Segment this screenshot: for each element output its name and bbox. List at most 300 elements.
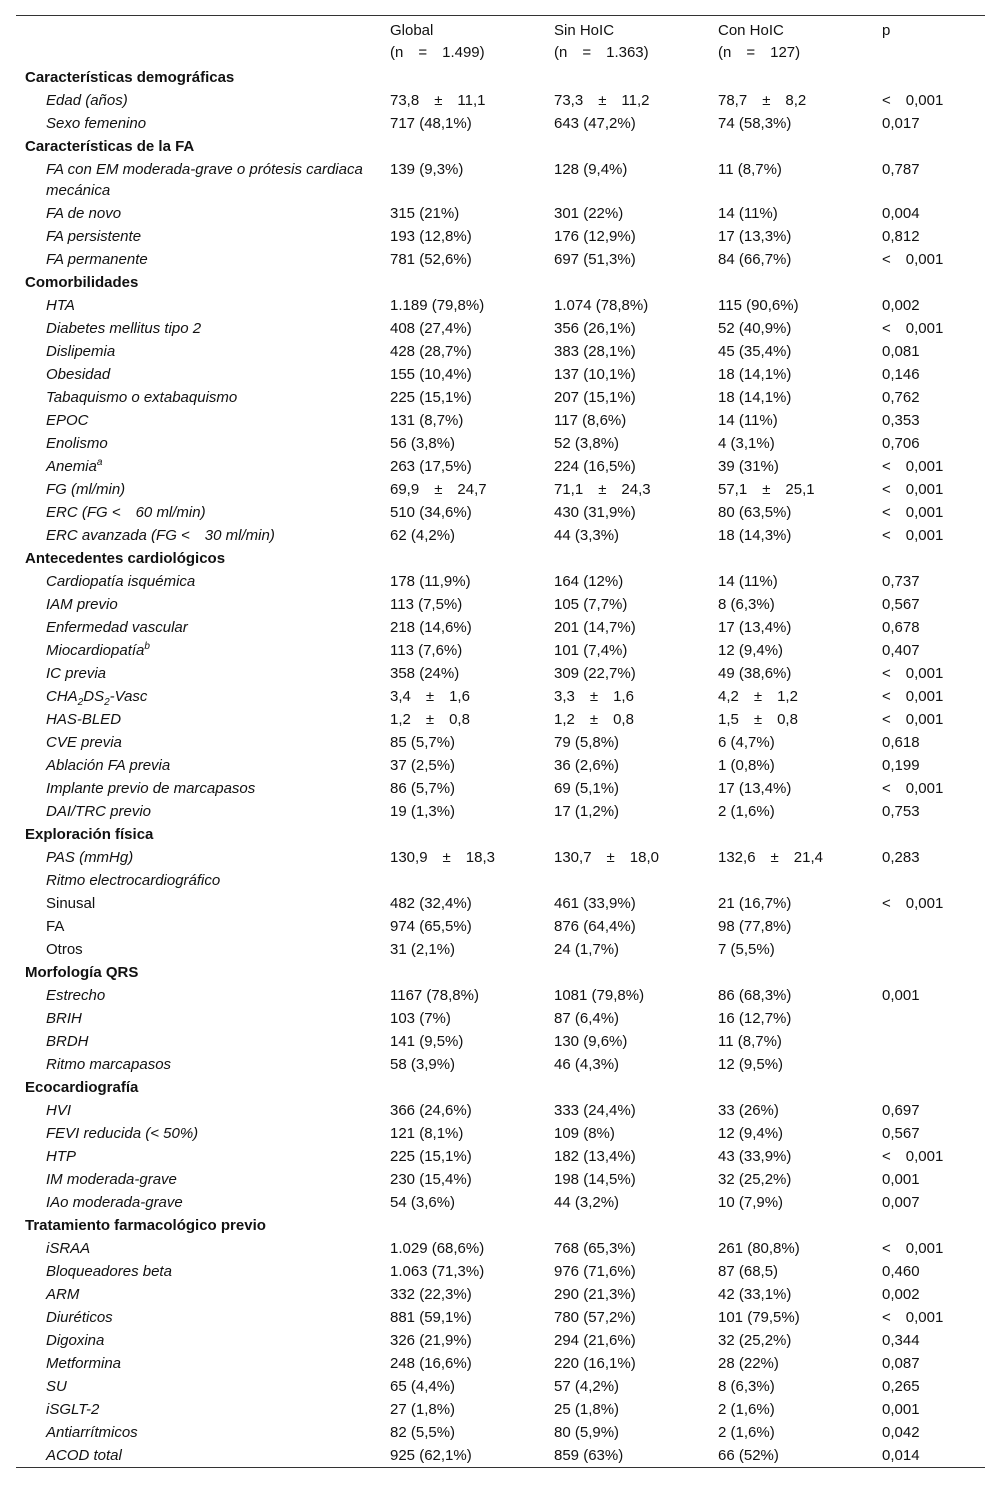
value-global: 103 (7%): [390, 1010, 451, 1027]
row-label-text: BRDH: [46, 1033, 89, 1050]
p-value: 0,812: [882, 228, 920, 245]
header-global: [390, 16, 554, 66]
value-global: 315 (21%): [390, 205, 460, 222]
value-global: [390, 869, 554, 892]
value-con-hoic: 12 (9,4%): [718, 1125, 784, 1142]
p-value: < 0,001: [882, 780, 944, 797]
row-label: [16, 1260, 390, 1283]
table-row: [16, 202, 985, 225]
value-sin-hoic: 294 (21,6%): [554, 1332, 636, 1349]
cha-part: DS: [83, 688, 105, 705]
value-global: 82 (5,5%): [390, 1424, 456, 1441]
row-label: [16, 1444, 390, 1467]
p-value: 0,407: [882, 642, 920, 659]
p-value: 0,199: [882, 757, 920, 774]
p-value: < 0,001: [882, 527, 944, 544]
row-label-text: ERC avanzada (FG < 30 ml/min): [46, 527, 275, 544]
row-label: [16, 685, 390, 708]
value-con-hoic: 86 (68,3%): [718, 987, 792, 1004]
row-label-text: Cardiopatía isquémica: [46, 573, 196, 590]
value-sin-hoic: 109 (8%): [554, 1125, 615, 1142]
value-global: 248 (16,6%): [390, 1355, 472, 1372]
table-row: [16, 846, 985, 869]
p-value: < 0,001: [882, 688, 944, 705]
value-global: 1.189 (79,8%): [390, 297, 485, 314]
value-global: 131 (8,7%): [390, 412, 464, 429]
value-sin-hoic: 461 (33,9%): [554, 895, 636, 912]
cha-part: 2: [77, 697, 84, 708]
p-value: [882, 938, 985, 961]
row-label-text: Otros: [46, 941, 83, 958]
row-label: [16, 1237, 390, 1260]
table-row: [16, 685, 985, 708]
p-value: 0,344: [882, 1332, 920, 1349]
section-row: [16, 1076, 985, 1099]
table-row: [16, 1168, 985, 1191]
table-row: [16, 708, 985, 731]
row-label-text: Ablación FA previa: [46, 757, 171, 774]
value-sin-hoic: 309 (22,7%): [554, 665, 636, 682]
value-con-hoic: 98 (77,8%): [718, 918, 792, 935]
row-label: [16, 1053, 390, 1076]
value-con-hoic: 4,2 ± 1,2: [718, 688, 798, 705]
value-sin-hoic: 44 (3,3%): [554, 527, 620, 544]
table-row: [16, 1099, 985, 1122]
value-sin-hoic: [554, 869, 718, 892]
row-label: [16, 570, 390, 593]
header-global-name: Global: [390, 22, 434, 39]
row-label-text: FEVI reducida (< 50%): [46, 1125, 199, 1142]
table-row: [16, 363, 985, 386]
row-label-text: Ritmo marcapasos: [46, 1056, 172, 1073]
value-con-hoic: 12 (9,5%): [718, 1056, 784, 1073]
p-value: < 0,001: [882, 1309, 944, 1326]
value-global: 510 (34,6%): [390, 504, 472, 521]
row-label: [16, 1191, 390, 1214]
value-global: 31 (2,1%): [390, 941, 456, 958]
header-p: p: [882, 22, 891, 39]
value-con-hoic: 6 (4,7%): [718, 734, 775, 751]
table-row: [16, 1145, 985, 1168]
row-label-text: HTP: [46, 1148, 76, 1165]
table-row: [16, 1306, 985, 1329]
value-con-hoic: 261 (80,8%): [718, 1240, 800, 1257]
table-row: [16, 455, 985, 478]
row-label: [16, 754, 390, 777]
row-label: [16, 1145, 390, 1168]
value-global: 263 (17,5%): [390, 458, 472, 475]
p-value: 0,007: [882, 1194, 920, 1211]
value-con-hoic: 132,6 ± 21,4: [718, 849, 823, 866]
table-row: [16, 317, 985, 340]
row-label-text: PAS (mmHg): [46, 849, 134, 866]
table-row: [16, 386, 985, 409]
table-row: [16, 478, 985, 501]
value-global: 781 (52,6%): [390, 251, 472, 268]
p-value: 0,001: [882, 987, 920, 1004]
row-label: [16, 409, 390, 432]
value-con-hoic: 84 (66,7%): [718, 251, 792, 268]
section-title: Morfología QRS: [25, 964, 139, 981]
p-value: [882, 915, 985, 938]
header-row: [16, 16, 985, 66]
value-sin-hoic: 25 (1,8%): [554, 1401, 620, 1418]
value-global: 1167 (78,8%): [390, 987, 479, 1004]
row-label: [16, 1168, 390, 1191]
value-sin-hoic: 46 (4,3%): [554, 1056, 620, 1073]
row-label: [16, 1007, 390, 1030]
table-row: [16, 1053, 985, 1076]
p-value: 0,567: [882, 1125, 920, 1142]
section-title: Ecocardiografía: [25, 1079, 139, 1096]
row-label: [16, 294, 390, 317]
value-sin-hoic: 859 (63%): [554, 1447, 624, 1464]
row-label: [16, 1375, 390, 1398]
value-sin-hoic: 1.074 (78,8%): [554, 297, 649, 314]
value-sin-hoic: 44 (3,2%): [554, 1194, 620, 1211]
value-global: 881 (59,1%): [390, 1309, 472, 1326]
row-label: [16, 1030, 390, 1053]
row-label: [16, 501, 390, 524]
cha-part: CHA: [46, 688, 78, 705]
value-sin-hoic: 697 (51,3%): [554, 251, 636, 268]
p-value: 0,787: [882, 161, 920, 178]
value-con-hoic: 74 (58,3%): [718, 115, 792, 132]
value-sin-hoic: 36 (2,6%): [554, 757, 620, 774]
row-label-text: FA de novo: [46, 205, 122, 222]
row-label: [16, 1306, 390, 1329]
row-label-text: ACOD total: [46, 1447, 122, 1464]
section-title: Exploración física: [25, 826, 154, 843]
table-row: [16, 1283, 985, 1306]
value-con-hoic: 7 (5,5%): [718, 941, 775, 958]
value-global: 332 (22,3%): [390, 1286, 472, 1303]
value-global: 225 (15,1%): [390, 1148, 472, 1165]
value-global: 358 (24%): [390, 665, 460, 682]
table-row: [16, 1191, 985, 1214]
row-label: [16, 1099, 390, 1122]
table-row: [16, 1030, 985, 1053]
p-value: 0,017: [882, 115, 920, 132]
row-label-text: IC previa: [46, 665, 107, 682]
table-row: [16, 158, 985, 202]
section-row: [16, 271, 985, 294]
row-label-text: EPOC: [46, 412, 89, 429]
row-label-text: Anemia: [46, 458, 97, 475]
row-label: [16, 225, 390, 248]
value-global: 65 (4,4%): [390, 1378, 456, 1395]
p-value: [882, 1007, 985, 1030]
row-label: [16, 386, 390, 409]
value-global: 1.063 (71,3%): [390, 1263, 485, 1280]
value-global: 1.029 (68,6%): [390, 1240, 485, 1257]
value-global: 230 (15,4%): [390, 1171, 472, 1188]
value-con-hoic: 57,1 ± 25,1: [718, 481, 815, 498]
p-value: < 0,001: [882, 504, 944, 521]
value-con-hoic: 33 (26%): [718, 1102, 779, 1119]
row-label-text: FA: [46, 918, 65, 935]
value-global: 366 (24,6%): [390, 1102, 472, 1119]
row-label: [16, 363, 390, 386]
p-value: 0,567: [882, 596, 920, 613]
value-global: 56 (3,8%): [390, 435, 456, 452]
p-value: < 0,001: [882, 458, 944, 475]
value-global: 130,9 ± 18,3: [390, 849, 495, 866]
table-row: [16, 1329, 985, 1352]
value-con-hoic: 2 (1,6%): [718, 1424, 775, 1441]
section-title: Características de la FA: [25, 138, 195, 155]
value-sin-hoic: 130 (9,6%): [554, 1033, 628, 1050]
table-row: [16, 984, 985, 1007]
row-label-text: Enfermedad vascular: [46, 619, 188, 636]
value-con-hoic: 12 (9,4%): [718, 642, 784, 659]
value-sin-hoic: 176 (12,9%): [554, 228, 636, 245]
p-value: 0,460: [882, 1263, 920, 1280]
value-con-hoic: 18 (14,1%): [718, 366, 792, 383]
p-value: 0,283: [882, 849, 920, 866]
table-row: [16, 524, 985, 547]
value-global: 1,2 ± 0,8: [390, 711, 470, 728]
value-sin-hoic: 69 (5,1%): [554, 780, 620, 797]
value-sin-hoic: 220 (16,1%): [554, 1355, 636, 1372]
value-con-hoic: 1 (0,8%): [718, 757, 775, 774]
value-sin-hoic: 1081 (79,8%): [554, 987, 645, 1004]
value-sin-hoic: 164 (12%): [554, 573, 624, 590]
value-sin-hoic: 976 (71,6%): [554, 1263, 636, 1280]
section-title: Antecedentes cardiológicos: [25, 550, 226, 567]
section-row: [16, 961, 985, 984]
row-label-text: Diabetes mellitus tipo 2: [46, 320, 202, 337]
row-label-text: Enolismo: [46, 435, 108, 452]
row-label-text: SU: [46, 1378, 67, 1395]
row-label: [16, 639, 390, 662]
row-label: [16, 800, 390, 823]
table-container: [16, 15, 985, 1468]
value-sin-hoic: 643 (47,2%): [554, 115, 636, 132]
value-sin-hoic: 224 (16,5%): [554, 458, 636, 475]
row-label-text: FA persistente: [46, 228, 142, 245]
value-sin-hoic: 198 (14,5%): [554, 1171, 636, 1188]
value-con-hoic: 10 (7,9%): [718, 1194, 784, 1211]
table-row: [16, 1421, 985, 1444]
row-label: [16, 892, 390, 915]
value-con-hoic: 18 (14,1%): [718, 389, 792, 406]
value-con-hoic: 14 (11%): [718, 205, 778, 222]
p-value: 0,002: [882, 1286, 920, 1303]
row-label: [16, 616, 390, 639]
row-label-text: CVE previa: [46, 734, 122, 751]
value-con-hoic: 17 (13,3%): [718, 228, 792, 245]
value-sin-hoic: 207 (15,1%): [554, 389, 636, 406]
value-con-hoic: 18 (14,3%): [718, 527, 792, 544]
section-title: Tratamiento farmacológico previo: [25, 1217, 266, 1234]
row-label-text: BRIH: [46, 1010, 82, 1027]
row-label-text: Obesidad: [46, 366, 111, 383]
header-sin: [554, 16, 718, 66]
footnote-marker: b: [144, 641, 150, 652]
row-label: [16, 846, 390, 869]
row-label: [16, 1421, 390, 1444]
table-row: [16, 112, 985, 135]
p-value: 0,737: [882, 573, 920, 590]
value-con-hoic: 42 (33,1%): [718, 1286, 792, 1303]
value-global: 139 (9,3%): [390, 161, 464, 178]
p-value: 0,004: [882, 205, 920, 222]
table-row: [16, 1122, 985, 1145]
row-label-text: FA con EM moderada-grave o prótesis cardiaca mecánica: [46, 161, 363, 199]
row-label-text: HTA: [46, 297, 75, 314]
row-label: [16, 915, 390, 938]
row-label: [16, 340, 390, 363]
value-sin-hoic: 101 (7,4%): [554, 642, 628, 659]
section-title: Comorbilidades: [25, 274, 139, 291]
header-con: [718, 16, 882, 66]
row-label-text: ERC (FG < 60 ml/min): [46, 504, 206, 521]
value-global: 482 (32,4%): [390, 895, 472, 912]
section-title: Características demográficas: [25, 69, 235, 86]
value-global: 19 (1,3%): [390, 803, 456, 820]
value-con-hoic: 21 (16,7%): [718, 895, 792, 912]
value-sin-hoic: 80 (5,9%): [554, 1424, 620, 1441]
row-label-text: Ritmo electrocardiográfico: [46, 872, 221, 889]
row-label-text: Digoxina: [46, 1332, 105, 1349]
value-sin-hoic: 876 (64,4%): [554, 918, 636, 935]
value-global: 428 (28,7%): [390, 343, 472, 360]
row-label: [16, 662, 390, 685]
row-label: [16, 248, 390, 271]
value-global: 141 (9,5%): [390, 1033, 464, 1050]
section-row: [16, 1214, 985, 1237]
row-label-text: iSGLT-2: [46, 1401, 100, 1418]
row-label-text: HAS-BLED: [46, 711, 122, 728]
row-label: [16, 524, 390, 547]
value-global: 155 (10,4%): [390, 366, 472, 383]
header-sin-name: Sin HoIC: [554, 22, 615, 39]
value-sin-hoic: 201 (14,7%): [554, 619, 636, 636]
table-row: [16, 294, 985, 317]
p-value: [882, 869, 985, 892]
p-value: 0,753: [882, 803, 920, 820]
row-label-text: iSRAA: [46, 1240, 91, 1257]
table-row: [16, 938, 985, 961]
value-global: 27 (1,8%): [390, 1401, 456, 1418]
value-global: 3,4 ± 1,6: [390, 688, 470, 705]
row-label: [16, 708, 390, 731]
header-empty: [16, 16, 390, 66]
row-label: [16, 938, 390, 961]
row-label-text: Tabaquismo o extabaquismo: [46, 389, 238, 406]
row-label: [16, 1329, 390, 1352]
table-row: [16, 1398, 985, 1421]
table-row: [16, 501, 985, 524]
value-global: 974 (65,5%): [390, 918, 472, 935]
table-row: [16, 639, 985, 662]
row-label-text: IM moderada-grave: [46, 1171, 177, 1188]
p-value: 0,265: [882, 1378, 920, 1395]
table-row: [16, 869, 985, 892]
value-sin-hoic: 1,2 ± 0,8: [554, 711, 634, 728]
value-global: 121 (8,1%): [390, 1125, 464, 1142]
value-sin-hoic: 87 (6,4%): [554, 1010, 620, 1027]
header-con-n: (n = 127): [718, 44, 801, 61]
bottom-rule: [16, 1467, 985, 1468]
row-label: [16, 593, 390, 616]
value-global: 225 (15,1%): [390, 389, 472, 406]
table-row: [16, 432, 985, 455]
row-label-text: Sinusal: [46, 895, 96, 912]
table-row: [16, 89, 985, 112]
value-sin-hoic: 130,7 ± 18,0: [554, 849, 659, 866]
row-label: [16, 89, 390, 112]
row-label: [16, 1283, 390, 1306]
row-label-text: Diuréticos: [46, 1309, 113, 1326]
value-sin-hoic: 117 (8,6%): [554, 412, 627, 429]
value-global: 717 (48,1%): [390, 115, 472, 132]
p-value: 0,001: [882, 1401, 920, 1418]
value-con-hoic: 4 (3,1%): [718, 435, 775, 452]
table-row: [16, 593, 985, 616]
row-label-text: HVI: [46, 1102, 72, 1119]
table-row: [16, 1260, 985, 1283]
p-value: 0,042: [882, 1424, 920, 1441]
value-con-hoic: 17 (13,4%): [718, 780, 792, 797]
value-sin-hoic: 290 (21,3%): [554, 1286, 636, 1303]
row-label-text: IAo moderada-grave: [46, 1194, 183, 1211]
table-row: [16, 225, 985, 248]
row-label-text: Implante previo de marcapasos: [46, 780, 256, 797]
row-label: [16, 317, 390, 340]
row-label: [16, 455, 390, 478]
value-con-hoic: 39 (31%): [718, 458, 779, 475]
row-label-text: Edad (años): [46, 92, 128, 109]
row-label: [16, 112, 390, 135]
value-con-hoic: 43 (33,9%): [718, 1148, 792, 1165]
value-global: 37 (2,5%): [390, 757, 456, 774]
value-sin-hoic: 182 (13,4%): [554, 1148, 636, 1165]
table-row: [16, 915, 985, 938]
value-sin-hoic: 79 (5,8%): [554, 734, 620, 751]
p-value: [882, 1030, 985, 1053]
value-sin-hoic: 3,3 ± 1,6: [554, 688, 634, 705]
row-label: [16, 984, 390, 1007]
value-con-hoic: 45 (35,4%): [718, 343, 792, 360]
value-sin-hoic: 71,1 ± 24,3: [554, 481, 651, 498]
p-value: [882, 1053, 985, 1076]
p-value: < 0,001: [882, 481, 944, 498]
row-label: [16, 777, 390, 800]
value-con-hoic: [718, 869, 882, 892]
row-label: [16, 158, 390, 202]
value-global: 86 (5,7%): [390, 780, 456, 797]
table-row: [16, 800, 985, 823]
cha-part: 2: [104, 697, 110, 708]
value-global: 408 (27,4%): [390, 320, 472, 337]
value-con-hoic: 87 (68,5): [718, 1263, 779, 1280]
value-con-hoic: 2 (1,6%): [718, 1401, 775, 1418]
table-row: [16, 1375, 985, 1398]
row-label-text: Sexo femenino: [46, 115, 147, 132]
p-value: 0,081: [882, 343, 920, 360]
row-label: [16, 1352, 390, 1375]
p-value: 0,001: [882, 1171, 920, 1188]
section-row: [16, 823, 985, 846]
table-row: [16, 662, 985, 685]
p-value: < 0,001: [882, 251, 944, 268]
table-row: [16, 731, 985, 754]
table-row: [16, 616, 985, 639]
row-label: [16, 1122, 390, 1145]
value-con-hoic: 80 (63,5%): [718, 504, 792, 521]
